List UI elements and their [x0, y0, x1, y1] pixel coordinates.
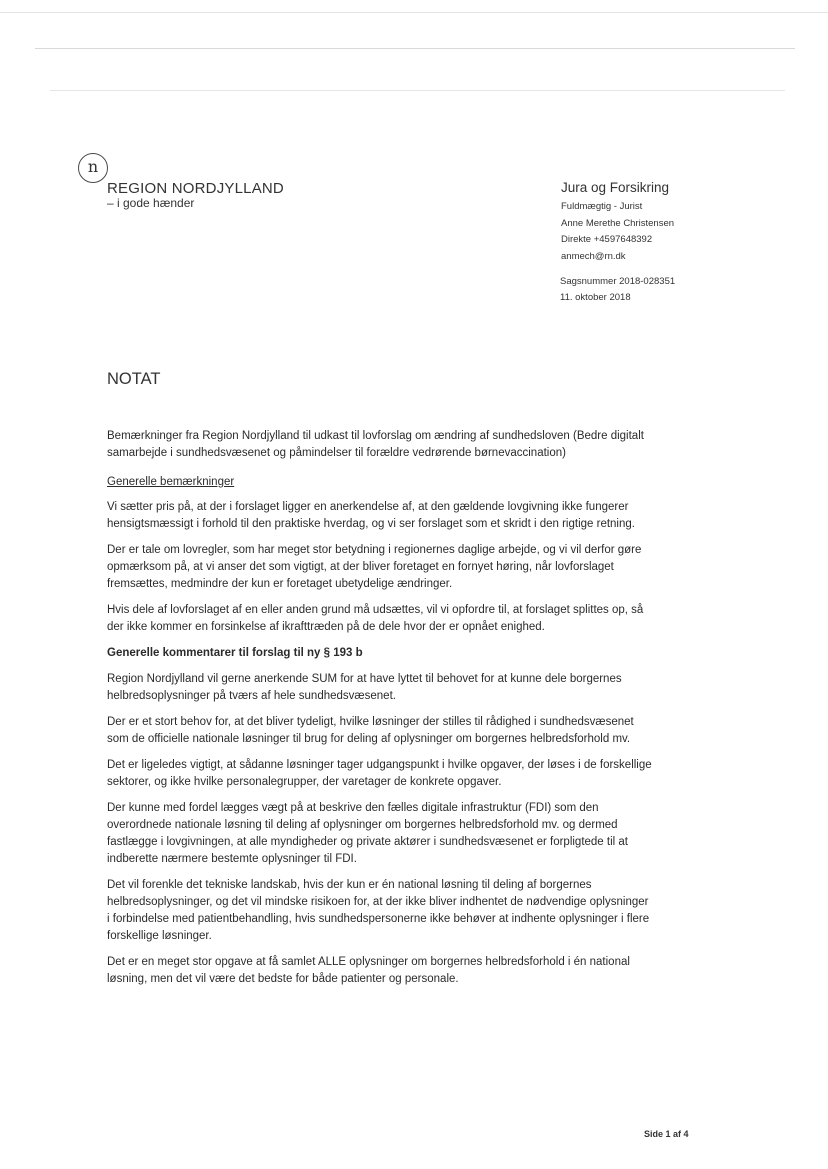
- paragraph: Der er tale om lovregler, som har meget stor betydning i regionernes daglige arbejde, og vi vil derfor gøre opmærksom på, at vi anser det som vigtigt, at der bliver foretaget en fornyet høring, når lovforslaget fremsættes, medmindre der kun er foretaget ubetydelige ændringer.: [107, 544, 642, 590]
- document-date: 11. oktober 2018: [560, 292, 631, 303]
- paragraph: Det er ligeledes vigtigt, at sådanne løsninger tager udgangspunkt i hvilke opgaver, der løses i de forskellige sektorer, og ikke hvilke personalegrupper, der varetager de konkrete opgaver.: [107, 759, 652, 788]
- paragraph: Det er en meget stor opgave at få samlet ALLE oplysninger om borgernes helbredsforhold i én national løsning, men det vil være det bedste for både patienter og personale.: [107, 956, 630, 985]
- org-tagline: – i gode hænder: [107, 196, 195, 210]
- region-logo-icon: n: [78, 153, 108, 183]
- case-block: [560, 274, 675, 306]
- department-name: Jura og Forsikring: [561, 180, 670, 195]
- paragraph: Hvis dele af lovforslaget af en eller anden grund må udsættes, vil vi opfordre til, at forslaget splittes op, så der ikke kommer en forsinkelse af ikrafttræden på de dele hvor der er opnået enighed.: [107, 604, 644, 633]
- paragraph: Det vil forenkle det tekniske landskab, hvis der kun er én national løsning til deling af borgernes helbredsoplysninger, og det vil mindske risikoen for, at der ikke bliver indhentet de nødvendige oplysninger i forbindelse med patientbehandling, hvis sundhedspersonerne ikke behøver at indhente oplysninger i flere forskellige løsninger.: [107, 879, 650, 942]
- paragraph: Der kunne med fordel lægges vægt på at beskrive den fælles digitale infrastruktur (FDI) som den overordnede nationale løsning til deling af oplysninger om borgernes helbredsforhold mv. og dermed fastlægge i lovgivningen, at alle myndigheder og private aktører i sundhedsvæsenet er forpligtede til at indberette nærmere bestemte oplysninger til FDI.: [107, 802, 628, 865]
- document-title: NOTAT: [107, 370, 161, 388]
- scan-line-top: [0, 12, 828, 13]
- document-body: [107, 428, 652, 997]
- paragraph: Region Nordjylland vil gerne anerkende SUM for at have lyttet til behovet for at kunne dele borgernes helbredsoplysninger på tværs af hele sundhedsvæsenet.: [107, 673, 622, 702]
- scan-line-lower: [50, 90, 785, 91]
- section-heading-general: Generelle bemærkninger: [107, 476, 235, 488]
- case-number: Sagsnummer 2018-028351: [560, 276, 676, 287]
- contact-block: [561, 199, 674, 265]
- scan-line-middle: [35, 48, 795, 49]
- paragraph: Der er et stort behov for, at det bliver tydeligt, hvilke løsninger der stilles til rådighed i sundhedsvæsenet som de officielle nationale løsninger til brug for deling af oplysninger om borgernes helbredsforhold mv.: [107, 716, 634, 745]
- intro-paragraph: Bemærkninger fra Region Nordjylland til udkast til lovforslag om ændring af sundhedsloven (Bedre digitalt samarbejde i sundhedsvæsenet og påmindelser til forældre vedrørende børnevaccination): [107, 430, 644, 459]
- region-logo: [78, 153, 288, 213]
- org-name: REGION NORDJYLLAND: [107, 180, 284, 197]
- paragraph: Vi sætter pris på, at der i forslaget ligger en anerkendelse af, at den gældende lovgivning ikke fungerer hensigtsmæssigt i forhold til den praktiske hverdag, og vi ser forslaget som et skridt i den rigtige retning.: [107, 501, 635, 530]
- contact-phone: Direkte +4597648392: [561, 234, 653, 245]
- contact-title: Fuldmægtig - Jurist: [561, 201, 643, 212]
- section-heading-comments: Generelle kommentarer til forslag til ny § 193 b: [107, 647, 363, 659]
- contact-email: anmech@rn.dk: [561, 250, 626, 262]
- contact-person: Anne Merethe Christensen: [561, 217, 675, 229]
- page-number: Side 1 af 4: [644, 1129, 689, 1139]
